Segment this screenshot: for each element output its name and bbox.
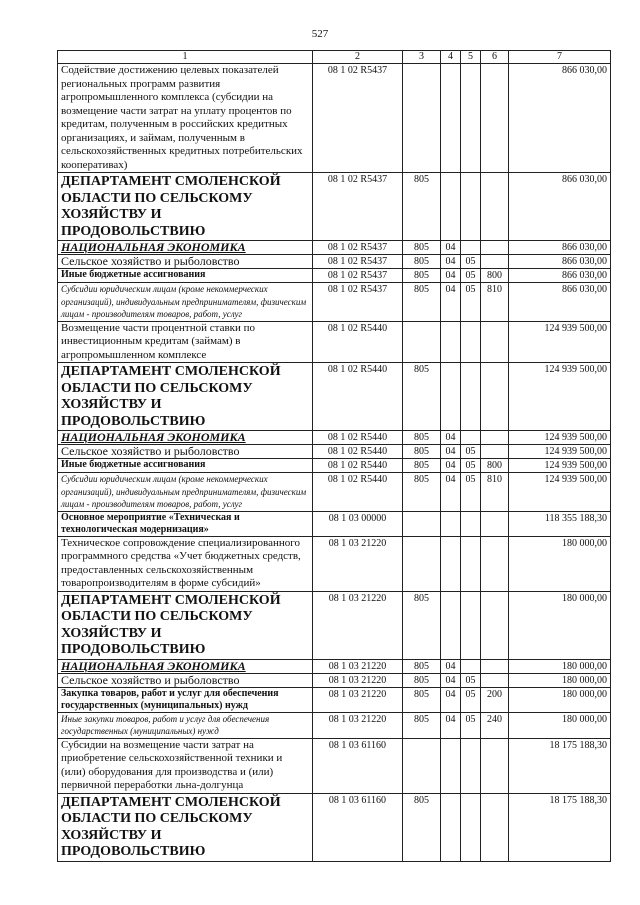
target-code-cell: 08 1 02 R5437 bbox=[313, 269, 403, 283]
subsection-code-cell bbox=[461, 64, 481, 173]
section-code-cell bbox=[441, 173, 461, 241]
subsection-code-cell: 05 bbox=[461, 269, 481, 283]
subsection-code-cell bbox=[461, 536, 481, 591]
subsection-code-cell bbox=[461, 659, 481, 673]
subsection-code-cell: 05 bbox=[461, 255, 481, 269]
admin-code-cell: 805 bbox=[403, 793, 441, 861]
row-name-cell: НАЦИОНАЛЬНАЯ ЭКОНОМИКА bbox=[58, 659, 313, 673]
target-code-cell: 08 1 03 21220 bbox=[313, 536, 403, 591]
table-row bbox=[58, 536, 611, 591]
admin-code-cell: 805 bbox=[403, 712, 441, 738]
subsection-code-cell: 05 bbox=[461, 712, 481, 738]
expense-type-cell bbox=[481, 738, 509, 793]
admin-code-cell: 805 bbox=[403, 363, 441, 431]
column-header: 5 bbox=[461, 51, 481, 64]
subsection-code-cell: 05 bbox=[461, 687, 481, 712]
section-code-cell bbox=[441, 591, 461, 659]
row-name-cell: Иные бюджетные ассигнования bbox=[58, 269, 313, 283]
table-row bbox=[58, 793, 611, 861]
section-code-cell: 04 bbox=[441, 712, 461, 738]
expense-type-cell: 810 bbox=[481, 283, 509, 322]
row-name-cell: Субсидии на возмещение части затрат на приобретение сельскохозяйственной техники и (или) оборудования для производства и (или) первичной переработки льна-долгунца bbox=[58, 738, 313, 793]
section-code-cell: 04 bbox=[441, 687, 461, 712]
expense-type-cell bbox=[481, 173, 509, 241]
target-code-cell: 08 1 02 R5440 bbox=[313, 445, 403, 459]
row-name-cell: Основное мероприятие «Техническая и технологическая модернизация» bbox=[58, 511, 313, 536]
admin-code-cell: 805 bbox=[403, 255, 441, 269]
row-name-cell: Иные бюджетные ассигнования bbox=[58, 459, 313, 473]
row-name-cell: Иные закупки товаров, работ и услуг для обеспечения государственных (муниципальных) нужд bbox=[58, 712, 313, 738]
amount-cell: 180 000,00 bbox=[509, 659, 611, 673]
subsection-code-cell bbox=[461, 173, 481, 241]
amount-cell: 866 030,00 bbox=[509, 173, 611, 241]
section-code-cell bbox=[441, 64, 461, 173]
amount-cell: 124 939 500,00 bbox=[509, 445, 611, 459]
subsection-code-cell bbox=[461, 793, 481, 861]
row-name-cell: Субсидии юридическим лицам (кроме некоммерческих организаций), индивидуальным предпринимателям, физическим лицам - производителям товаров, работ, услуг bbox=[58, 473, 313, 512]
expense-type-cell: 800 bbox=[481, 459, 509, 473]
section-code-cell bbox=[441, 738, 461, 793]
target-code-cell: 08 1 03 61160 bbox=[313, 793, 403, 861]
section-code-cell: 04 bbox=[441, 459, 461, 473]
section-code-cell: 04 bbox=[441, 673, 461, 687]
admin-code-cell: 805 bbox=[403, 283, 441, 322]
subsection-code-cell: 05 bbox=[461, 283, 481, 322]
subsection-code-cell: 05 bbox=[461, 673, 481, 687]
row-name-cell: ДЕПАРТАМЕНТ СМОЛЕНСКОЙ ОБЛАСТИ ПО СЕЛЬСКОМУ ХОЗЯЙСТВУ И ПРОДОВОЛЬСТВИЮ bbox=[58, 591, 313, 659]
admin-code-cell bbox=[403, 738, 441, 793]
amount-cell: 180 000,00 bbox=[509, 687, 611, 712]
subsection-code-cell bbox=[461, 511, 481, 536]
table-row bbox=[58, 473, 611, 512]
table-row bbox=[58, 173, 611, 241]
column-header: 1 bbox=[58, 51, 313, 64]
amount-cell: 180 000,00 bbox=[509, 673, 611, 687]
row-name-cell: Закупка товаров, работ и услуг для обеспечения государственных (муниципальных) нужд bbox=[58, 687, 313, 712]
table-body bbox=[58, 64, 611, 862]
column-header: 6 bbox=[481, 51, 509, 64]
expense-type-cell bbox=[481, 591, 509, 659]
table-row bbox=[58, 431, 611, 445]
target-code-cell: 08 1 02 R5440 bbox=[313, 431, 403, 445]
section-code-cell bbox=[441, 536, 461, 591]
column-header-row bbox=[58, 51, 611, 64]
table-row bbox=[58, 738, 611, 793]
admin-code-cell bbox=[403, 511, 441, 536]
target-code-cell: 08 1 02 R5440 bbox=[313, 459, 403, 473]
amount-cell: 866 030,00 bbox=[509, 283, 611, 322]
expense-type-cell bbox=[481, 793, 509, 861]
section-code-cell bbox=[441, 363, 461, 431]
admin-code-cell: 805 bbox=[403, 241, 441, 255]
expense-type-cell bbox=[481, 445, 509, 459]
table-row bbox=[58, 459, 611, 473]
amount-cell: 180 000,00 bbox=[509, 536, 611, 591]
target-code-cell: 08 1 02 R5440 bbox=[313, 363, 403, 431]
table-row bbox=[58, 445, 611, 459]
table-row bbox=[58, 321, 611, 363]
target-code-cell: 08 1 03 00000 bbox=[313, 511, 403, 536]
target-code-cell: 08 1 02 R5437 bbox=[313, 173, 403, 241]
section-code-cell: 04 bbox=[441, 255, 461, 269]
amount-cell: 866 030,00 bbox=[509, 255, 611, 269]
table-row bbox=[58, 659, 611, 673]
table-row bbox=[58, 687, 611, 712]
amount-cell: 118 355 188,30 bbox=[509, 511, 611, 536]
target-code-cell: 08 1 02 R5437 bbox=[313, 241, 403, 255]
amount-cell: 124 939 500,00 bbox=[509, 431, 611, 445]
table-row bbox=[58, 591, 611, 659]
subsection-code-cell bbox=[461, 738, 481, 793]
section-code-cell bbox=[441, 511, 461, 536]
expense-type-cell: 800 bbox=[481, 269, 509, 283]
target-code-cell: 08 1 02 R5437 bbox=[313, 64, 403, 173]
expense-type-cell bbox=[481, 659, 509, 673]
subsection-code-cell bbox=[461, 591, 481, 659]
row-name-cell: Сельское хозяйство и рыболовство bbox=[58, 445, 313, 459]
admin-code-cell: 805 bbox=[403, 269, 441, 283]
section-code-cell: 04 bbox=[441, 659, 461, 673]
target-code-cell: 08 1 02 R5440 bbox=[313, 473, 403, 512]
section-code-cell bbox=[441, 321, 461, 363]
expense-type-cell bbox=[481, 673, 509, 687]
expense-type-cell bbox=[481, 241, 509, 255]
expense-type-cell: 240 bbox=[481, 712, 509, 738]
row-name-cell: НАЦИОНАЛЬНАЯ ЭКОНОМИКА bbox=[58, 241, 313, 255]
amount-cell: 18 175 188,30 bbox=[509, 793, 611, 861]
subsection-code-cell bbox=[461, 321, 481, 363]
table-row bbox=[58, 64, 611, 173]
expense-type-cell bbox=[481, 511, 509, 536]
expense-type-cell bbox=[481, 536, 509, 591]
admin-code-cell: 805 bbox=[403, 659, 441, 673]
subsection-code-cell: 05 bbox=[461, 459, 481, 473]
admin-code-cell bbox=[403, 64, 441, 173]
target-code-cell: 08 1 03 21220 bbox=[313, 659, 403, 673]
target-code-cell: 08 1 02 R5437 bbox=[313, 255, 403, 269]
amount-cell: 866 030,00 bbox=[509, 241, 611, 255]
amount-cell: 124 939 500,00 bbox=[509, 473, 611, 512]
section-code-cell: 04 bbox=[441, 269, 461, 283]
expense-type-cell: 810 bbox=[481, 473, 509, 512]
subsection-code-cell: 05 bbox=[461, 445, 481, 459]
amount-cell: 124 939 500,00 bbox=[509, 321, 611, 363]
budget-table bbox=[57, 50, 611, 862]
admin-code-cell: 805 bbox=[403, 473, 441, 512]
table-row bbox=[58, 511, 611, 536]
target-code-cell: 08 1 02 R5440 bbox=[313, 321, 403, 363]
subsection-code-cell bbox=[461, 431, 481, 445]
amount-cell: 18 175 188,30 bbox=[509, 738, 611, 793]
section-code-cell: 04 bbox=[441, 445, 461, 459]
row-name-cell: Сельское хозяйство и рыболовство bbox=[58, 673, 313, 687]
expense-type-cell bbox=[481, 255, 509, 269]
target-code-cell: 08 1 03 21220 bbox=[313, 673, 403, 687]
row-name-cell: ДЕПАРТАМЕНТ СМОЛЕНСКОЙ ОБЛАСТИ ПО СЕЛЬСКОМУ ХОЗЯЙСТВУ И ПРОДОВОЛЬСТВИЮ bbox=[58, 363, 313, 431]
expense-type-cell: 200 bbox=[481, 687, 509, 712]
admin-code-cell bbox=[403, 321, 441, 363]
section-code-cell: 04 bbox=[441, 283, 461, 322]
column-header: 3 bbox=[403, 51, 441, 64]
row-name-cell: ДЕПАРТАМЕНТ СМОЛЕНСКОЙ ОБЛАСТИ ПО СЕЛЬСКОМУ ХОЗЯЙСТВУ И ПРОДОВОЛЬСТВИЮ bbox=[58, 793, 313, 861]
row-name-cell: Техническое сопровождение специализированного программного средства «Учет бюджетных средств, предоставленных сельскохозяйственным товаропроизводителям в форме субсидий» bbox=[58, 536, 313, 591]
table-row bbox=[58, 712, 611, 738]
table-row bbox=[58, 241, 611, 255]
admin-code-cell bbox=[403, 536, 441, 591]
column-header: 2 bbox=[313, 51, 403, 64]
row-name-cell: Субсидии юридическим лицам (кроме некоммерческих организаций), индивидуальным предпринимателям, физическим лицам - производителям товаров, работ, услуг bbox=[58, 283, 313, 322]
target-code-cell: 08 1 02 R5437 bbox=[313, 283, 403, 322]
subsection-code-cell: 05 bbox=[461, 473, 481, 512]
amount-cell: 124 939 500,00 bbox=[509, 363, 611, 431]
row-name-cell: Сельское хозяйство и рыболовство bbox=[58, 255, 313, 269]
column-header: 7 bbox=[509, 51, 611, 64]
page-number: 527 bbox=[311, 28, 329, 40]
expense-type-cell bbox=[481, 363, 509, 431]
table-row bbox=[58, 283, 611, 322]
target-code-cell: 08 1 03 61160 bbox=[313, 738, 403, 793]
target-code-cell: 08 1 03 21220 bbox=[313, 591, 403, 659]
amount-cell: 866 030,00 bbox=[509, 64, 611, 173]
admin-code-cell: 805 bbox=[403, 173, 441, 241]
section-code-cell bbox=[441, 793, 461, 861]
admin-code-cell: 805 bbox=[403, 431, 441, 445]
row-name-cell: ДЕПАРТАМЕНТ СМОЛЕНСКОЙ ОБЛАСТИ ПО СЕЛЬСКОМУ ХОЗЯЙСТВУ И ПРОДОВОЛЬСТВИЮ bbox=[58, 173, 313, 241]
row-name-cell: Возмещение части процентной ставки по инвестиционным кредитам (займам) в агропромышленном комплексе bbox=[58, 321, 313, 363]
amount-cell: 180 000,00 bbox=[509, 591, 611, 659]
expense-type-cell bbox=[481, 64, 509, 173]
row-name-cell: Содействие достижению целевых показателей региональных программ развития агропромышленного комплекса (субсидии на возмещение части затрат на уплату процентов по кредитам, полученным в российских кредитных организациях, и займам, полученным в сельскохозяйственных кредитных потребительских кооперативах) bbox=[58, 64, 313, 173]
target-code-cell: 08 1 03 21220 bbox=[313, 712, 403, 738]
amount-cell: 180 000,00 bbox=[509, 712, 611, 738]
subsection-code-cell bbox=[461, 241, 481, 255]
section-code-cell: 04 bbox=[441, 473, 461, 512]
admin-code-cell: 805 bbox=[403, 459, 441, 473]
table-row bbox=[58, 255, 611, 269]
expense-type-cell bbox=[481, 431, 509, 445]
target-code-cell: 08 1 03 21220 bbox=[313, 687, 403, 712]
column-header: 4 bbox=[441, 51, 461, 64]
amount-cell: 866 030,00 bbox=[509, 269, 611, 283]
admin-code-cell: 805 bbox=[403, 673, 441, 687]
admin-code-cell: 805 bbox=[403, 687, 441, 712]
amount-cell: 124 939 500,00 bbox=[509, 459, 611, 473]
table-row bbox=[58, 363, 611, 431]
admin-code-cell: 805 bbox=[403, 445, 441, 459]
expense-type-cell bbox=[481, 321, 509, 363]
table-row bbox=[58, 673, 611, 687]
subsection-code-cell bbox=[461, 363, 481, 431]
admin-code-cell: 805 bbox=[403, 591, 441, 659]
row-name-cell: НАЦИОНАЛЬНАЯ ЭКОНОМИКА bbox=[58, 431, 313, 445]
section-code-cell: 04 bbox=[441, 431, 461, 445]
table-row bbox=[58, 269, 611, 283]
section-code-cell: 04 bbox=[441, 241, 461, 255]
